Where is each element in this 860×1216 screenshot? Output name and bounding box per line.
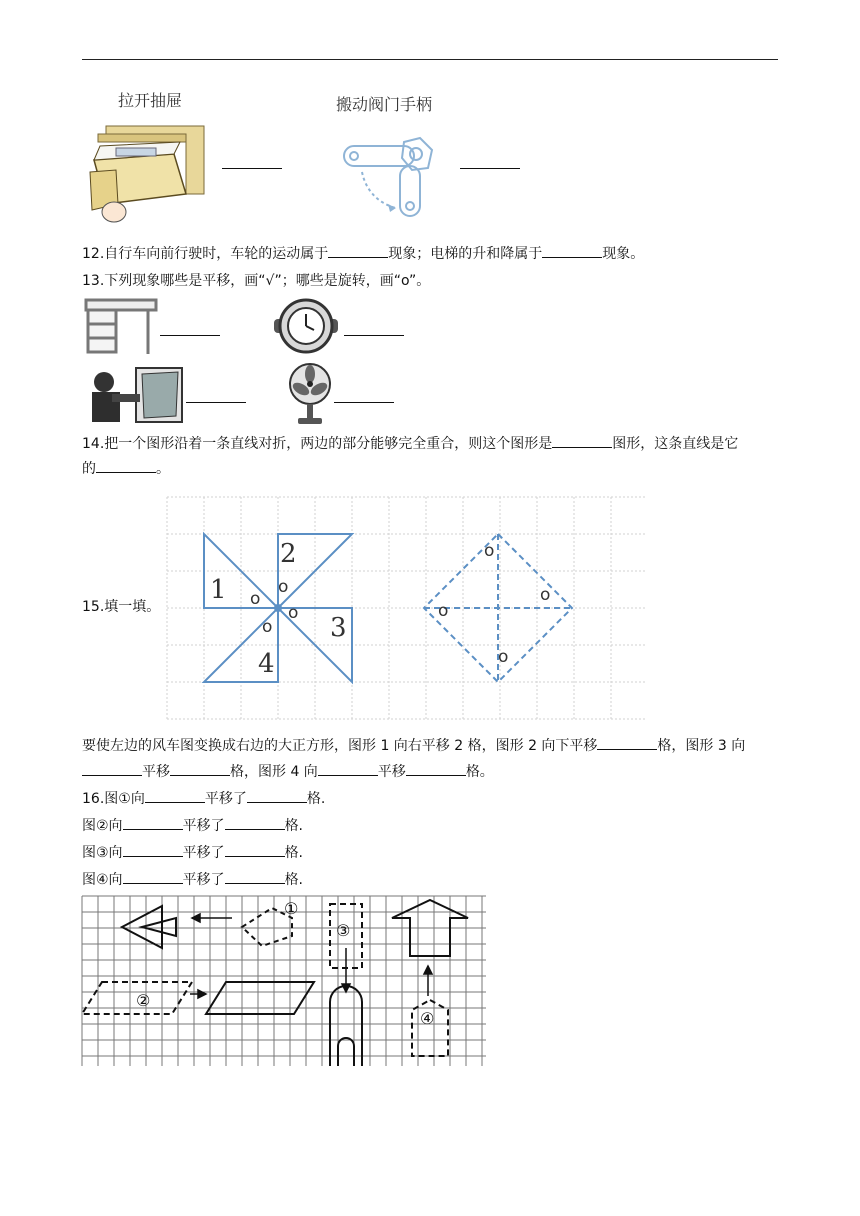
fan-picture bbox=[286, 362, 334, 428]
q14-text-d: 。 bbox=[156, 461, 170, 477]
q16-blank[interactable] bbox=[123, 844, 183, 857]
answer-line-desk[interactable] bbox=[160, 335, 220, 336]
q16-r3-c: 格. bbox=[284, 845, 304, 861]
figure-label-3: ③ bbox=[336, 921, 351, 940]
q16-r4-c: 格. bbox=[284, 872, 304, 888]
angle-mark: o bbox=[484, 541, 495, 561]
question-15-line-1 bbox=[82, 736, 745, 756]
q15-blank-3[interactable] bbox=[170, 763, 230, 776]
q16-blank[interactable] bbox=[225, 817, 285, 830]
q15-blank-1[interactable] bbox=[597, 737, 657, 750]
q14-blank-2[interactable] bbox=[96, 460, 156, 473]
question-13: 13.下列现象哪些是平移，画“√”；哪些是旋转，画“o”。 bbox=[82, 273, 431, 289]
q12-text-a: 12.自行车向前行驶时，车轮的运动属于 bbox=[82, 246, 329, 262]
angle-mark: o bbox=[262, 617, 273, 637]
q14-blank-1[interactable] bbox=[552, 435, 612, 448]
answer-line-watch[interactable] bbox=[344, 335, 404, 336]
top-rule bbox=[82, 59, 778, 60]
q15-text-e: 平移 bbox=[377, 764, 406, 780]
figure-label-1: ① bbox=[284, 899, 299, 918]
q15-text-a: 要使左边的风车图变换成右边的大正方形，图形 1 向右平移 2 格，图形 2 向下平移 bbox=[82, 738, 598, 754]
q16-blank[interactable] bbox=[145, 790, 205, 803]
q16-r2-a: 图②向 bbox=[82, 818, 123, 834]
shape-label-4: 4 bbox=[258, 649, 275, 679]
q15-blank-2[interactable] bbox=[82, 763, 142, 776]
question-16-row-1 bbox=[82, 789, 325, 809]
parallelogram-solid bbox=[206, 982, 314, 1014]
angle-mark: o bbox=[438, 601, 449, 621]
translation-grid-figure bbox=[82, 896, 486, 1066]
q16-blank[interactable] bbox=[123, 871, 183, 884]
q14-text-c: 的 bbox=[82, 461, 96, 477]
arch-solid bbox=[330, 986, 362, 1066]
q16-r1-b: 平移了 bbox=[204, 791, 247, 807]
question-15-line-2 bbox=[82, 762, 494, 782]
question-16-row-3 bbox=[82, 843, 303, 863]
angle-mark: o bbox=[278, 577, 289, 597]
pinwheel-center-dot bbox=[274, 604, 282, 612]
angle-mark: o bbox=[498, 647, 509, 667]
q16-blank[interactable] bbox=[247, 790, 307, 803]
q15-text-c: 平移 bbox=[142, 764, 170, 780]
q12-blank-1[interactable] bbox=[328, 245, 388, 258]
shape-label-1: 1 bbox=[210, 575, 227, 605]
q12-text-b: 现象；电梯的升和降属于 bbox=[388, 246, 543, 262]
question-16-row-4 bbox=[82, 870, 303, 890]
q15-text-b: 格，图形 3 向 bbox=[657, 738, 746, 754]
shape-label-2: 2 bbox=[280, 539, 297, 569]
q16-blank[interactable] bbox=[225, 844, 285, 857]
question-16-row-2 bbox=[82, 816, 303, 836]
q16-r2-c: 格. bbox=[284, 818, 304, 834]
answer-line-valve[interactable] bbox=[460, 168, 520, 169]
figure-label-4: ④ bbox=[420, 1009, 435, 1028]
q14-text-b: 图形，这条直线是它 bbox=[612, 436, 739, 452]
q16-r2-b: 平移了 bbox=[182, 818, 225, 834]
q16-r4-b: 平移了 bbox=[182, 872, 225, 888]
valve-handle-picture bbox=[340, 128, 440, 220]
q12-blank-2[interactable] bbox=[542, 245, 602, 258]
angle-mark: o bbox=[250, 589, 261, 609]
answer-line-fan[interactable] bbox=[334, 402, 394, 403]
answer-line-drawer[interactable] bbox=[222, 168, 282, 169]
pinwheel-grid-figure bbox=[166, 494, 646, 718]
q15-blank-4[interactable] bbox=[318, 763, 378, 776]
shape-label-3: 3 bbox=[330, 613, 347, 643]
desk-picture bbox=[84, 298, 158, 356]
angle-mark: o bbox=[540, 585, 551, 605]
q16-blank[interactable] bbox=[225, 871, 285, 884]
q12-text-c: 现象。 bbox=[602, 246, 645, 262]
answer-line-window[interactable] bbox=[186, 402, 246, 403]
question-12 bbox=[82, 244, 644, 264]
question-14-line-2 bbox=[82, 459, 170, 479]
q15-blank-5[interactable] bbox=[406, 763, 466, 776]
watch-picture bbox=[272, 293, 340, 359]
question-15-label: 15.填一填。 bbox=[82, 599, 161, 615]
q15-text-f: 格。 bbox=[465, 764, 494, 780]
q14-text-a: 14.把一个图形沿着一条直线对折，两边的部分能够完全重合，则这个图形是 bbox=[82, 436, 553, 452]
drawer-picture bbox=[86, 124, 210, 230]
q16-blank[interactable] bbox=[123, 817, 183, 830]
q16-r4-a: 图④向 bbox=[82, 872, 123, 888]
angle-mark: o bbox=[288, 603, 299, 623]
q16-r3-b: 平移了 bbox=[182, 845, 225, 861]
window-pushing-picture bbox=[86, 366, 184, 426]
question-14-line-1 bbox=[82, 434, 738, 454]
q16-r1-c: 格. bbox=[306, 791, 326, 807]
q16-r3-a: 图③向 bbox=[82, 845, 123, 861]
q15-text-d: 格，图形 4 向 bbox=[230, 764, 318, 780]
figure-label-2: ② bbox=[136, 991, 151, 1010]
q16-r1-a: 16.图①向 bbox=[82, 791, 145, 807]
caption-open-drawer: 拉开抽屉 bbox=[118, 91, 183, 110]
caption-valve-handle: 搬动阀门手柄 bbox=[336, 95, 433, 114]
